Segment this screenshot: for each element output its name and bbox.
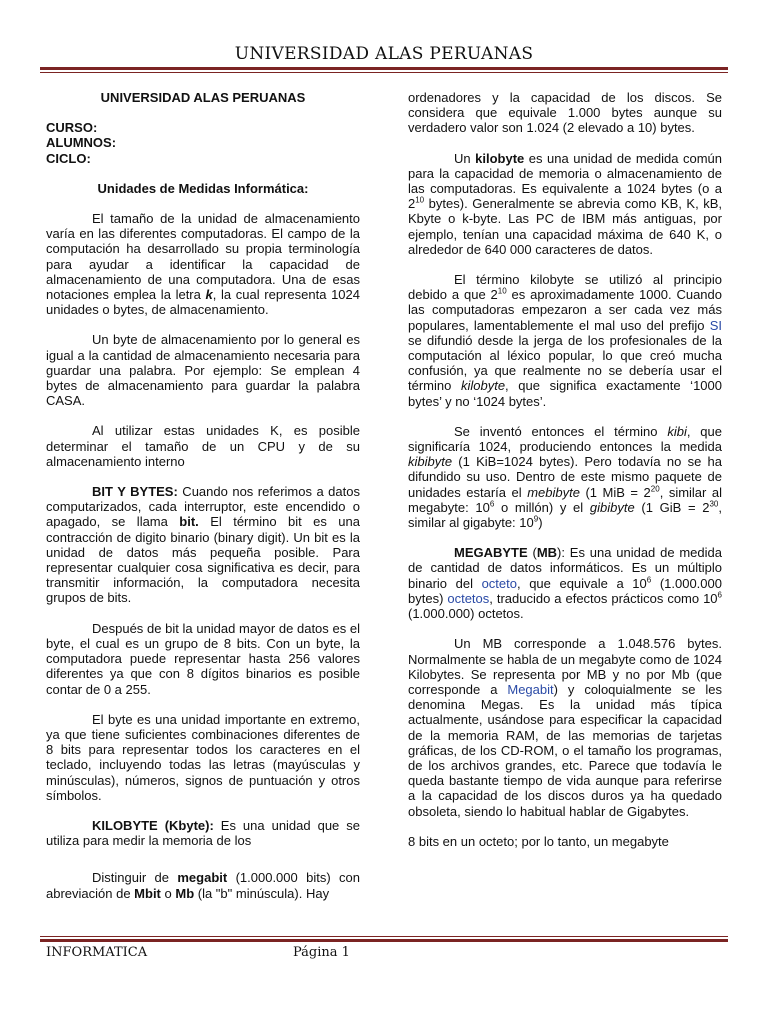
paragraph-mb-bytes: Un MB corresponde a 1.048.576 bytes. Normalmente se habla de un megabyte como de 1024 Kilobytes. Se representa por MB y no por Mb (que corresponde a Megabit) y coloquialmente se les denomina Megas. Es la unidad más típica actualmente, usándose para especificar la capacidad de la memoria RAM, de las memorias de tarjetas gráficas, de los CD-ROM, o el tamaño los programas, de los archivos grandes, etc. Parece que todavía le queda bastante tiempo de vida aunque para referirse a la capacidad de los discos duros ya ha quedado obsoleta, siendo lo habitual hablar de Gigabytes. — [408, 636, 722, 819]
university-name: UNIVERSIDAD ALAS PERUANAS — [100, 90, 306, 105]
section-title: Unidades de Medidas Informática: — [97, 180, 309, 196]
paragraph-storage-units: El tamaño de la unidad de almacenamiento varía en las diferentes computadoras. El campo de la computación ha desarrollado su propia terminología para ayudar a identificar la capacidad de almacenamiento de una computadora. Una de esas notaciones emplea la letra k, la cual representa 1024 unidades o bytes, de almacenamiento. — [46, 211, 360, 318]
alumnos-label: ALUMNOS: — [46, 135, 117, 151]
header-rule-thick — [40, 67, 728, 70]
header-rule-thin — [40, 72, 728, 73]
footer-course: INFORMATICA — [46, 945, 148, 960]
paragraph-kilobyte: KILOBYTE (Kbyte): Es una unidad que se utiliza para medir la memoria de los — [46, 817, 360, 849]
paragraph-k-units: Al utilizar estas unidades K, es posible determinar el tamaño de un CPU y de su almacenamiento interno — [46, 423, 360, 469]
right-column — [408, 90, 722, 864]
paragraph-byte-storage: Un byte de almacenamiento por lo general es igual a la cantidad de almacenamiento necesaria para guardar una palabra. Por ejemplo: Se emplean 4 bytes de almacenamiento para guardar la palabra CASA. — [46, 332, 360, 409]
paragraph-byte-importance: El byte es una unidad importante en extremo, ya que tiene suficientes combinaciones diferentes de 8 bits para representar todos los caracteres en el teclado, incluyendo todas las letras (mayúsculas y minúsculas), números, signos de puntuación y otros símbolos. — [46, 711, 360, 803]
footer-page-number: Página 1 — [293, 945, 350, 960]
megabit-link[interactable]: Megabit — [507, 681, 554, 697]
paragraph-byte-definition: Después de bit la unidad mayor de datos es el byte, el cual es un grupo de 8 bits. Con un byte, la computadora puede representar hasta 256 valores diferentes ya que con 8 dígitos binarios es posible contar de 0 a 255. — [46, 620, 360, 697]
octeto-link[interactable]: octeto — [481, 575, 517, 591]
page-header-title: UNIVERSIDAD ALAS PERUANAS — [234, 44, 534, 64]
ciclo-label: CICLO: — [46, 150, 91, 166]
footer-rule-thick — [40, 939, 728, 942]
si-link[interactable]: SI — [709, 317, 722, 333]
paragraph-bit-bytes: BIT Y BYTES: Cuando nos referimos a datos computarizados, cada interruptor, este encendido o apagado, se llama bit. El término bit es una contracción de digito binario (binary digit). Un bit es la unidad de datos más pequeña posible. Para representar cualquier cosa significativa es decir, para transmitir información, la computadora necesita grupos de bits. — [46, 484, 360, 606]
paragraph-kilobyte-term: El término kilobyte se utilizó al principio debido a que $2^{10}$ es aproximadamente 1000. Cuando las computadoras empezaron a ser cada vez más populares, lamentablemente el mal uso del prefijo SI se difundió desde la jerga de los profesionales de la computación al léxico popular, lo que creó mucha confusión, ya que realmente no se debería usar el término kilobyte, que significa exactamente ‘1000 bytes’ y no ‘1024 bytes’. — [408, 272, 722, 409]
paragraph-disk-capacity: ordenadores y la capacidad de los discos. Se considera que equivale 1.000 bytes aunque su verdadero valor son 1.024 (2 elevado a 10) bytes. — [408, 90, 722, 136]
paragraph-kilobyte-unit: Un kilobyte es una unidad de medida común para la capacidad de memoria o almacenamiento de las computadoras. Es equivalente a 1024 bytes (o a $2^{10}$ bytes). Generalmente se abrevia como KB, K, kB, Kbyte o k-byte. Las PC de IBM más antiguas, por ejemplo, tenían una capacidad máxima de 640 K, o alrededor de 640 000 caracteres de datos. — [408, 150, 723, 257]
paragraph-megabit: Distinguir de megabit (1.000.000 bits) con abreviación de Mbit o Mb (la "b" minúscula). Hay — [46, 870, 360, 901]
paragraph-kibi: Se inventó entonces el término kibi, que significaría 1024, produciendo entonces la medida kibibyte (1 KiB=1024 bytes). Pero todavía no se ha difundido su uso. Dentro de este mismo paquete de unidades estaría el mebibyte (1 MiB = $2^{20}$, similar al megabyte: $10^6$ o millón) y el gibibyte (1 GiB = $2^{30}$, similar al gigabyte: $10^9$) — [408, 423, 723, 531]
left-column — [46, 90, 360, 916]
curso-label: CURSO: — [46, 120, 98, 136]
paragraph-octet: 8 bits en un octeto; por lo tanto, un megabyte — [408, 833, 669, 849]
paragraph-megabyte: MEGABYTE (MB): Es una unidad de medida de cantidad de datos informáticos. Es un múltiplo binario del octeto, que equivale a $10^6$ (1.000.000 bytes) octetos, traducido a efectos prácticos como $10^6$ (1.000.000) octetos. — [408, 545, 722, 622]
octetos-link[interactable]: octetos — [447, 590, 490, 606]
footer-rule-thin — [40, 936, 728, 937]
